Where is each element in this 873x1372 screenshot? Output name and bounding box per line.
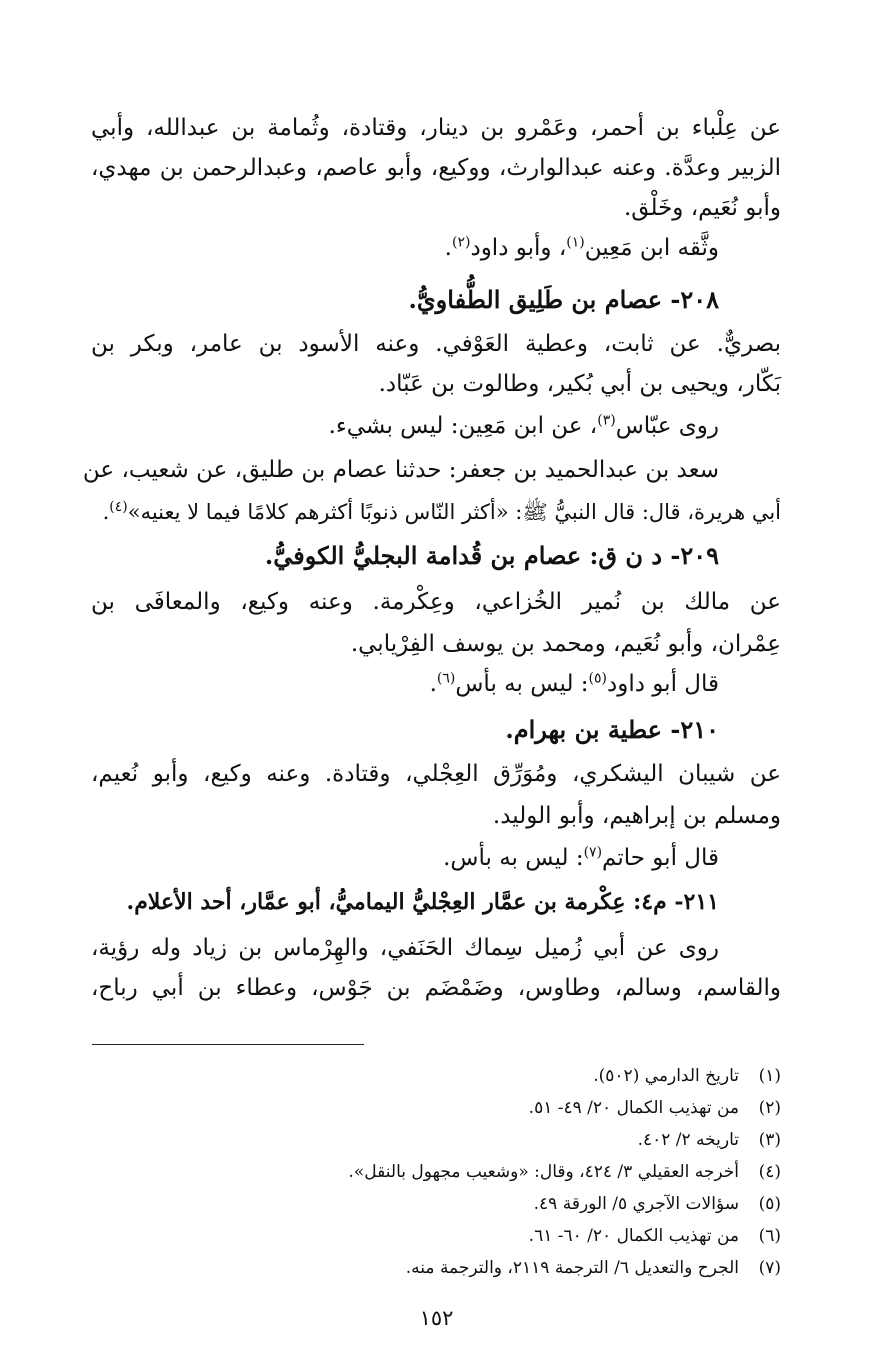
text: : ليس به بأس. [443,845,584,871]
text: بصريٌّ. عن ثابت، وعطية العَوْفي. وعنه الأسود بن عامر، وبكر بن [91,331,781,357]
text: : ليس به بأس [455,671,589,697]
footnote [91,1092,781,1124]
text-line [91,582,781,622]
text: عن شيبان اليشكري، ومُوَرِّق العِجْلي، وقتادة. وعنه وكيع، وأبو نُعيم، [91,761,781,787]
text: روى عن أبي زُميل سِماك الحَنَفي، والهِرْماس بن زياد وله رؤية، [91,935,719,961]
text: عن عِلْباء بن أحمر، وعَمْرو بن دينار، وقتادة، وثُمامة بن عبدالله، وأبي [91,115,781,141]
text: أبي هريرة، قال: قال النبيُّ ﷺ: «أكثر النّاس ذنوبًا أكثرهم كلامًا فيما لا يعنيه» [127,500,781,524]
footnote-text: من تهذيب الكمال ٢٠/ ٤٩- ٥١. [528,1098,739,1118]
footnote-ref: (٢) [451,234,471,251]
footnote [91,1124,781,1156]
footnote-ref: (١) [566,234,585,251]
text: . [429,671,437,697]
footnote-number: (٢) [758,1098,781,1118]
footnote-separator [92,1044,364,1045]
text-line [91,796,781,836]
footnote-number: (٥) [758,1194,781,1214]
text: والقاسم، وسالم، وطاوس، وضَمْضَم بن جَوْس، وعطاء بن أبي رباح، [91,975,781,1001]
footnote-text: من تهذيب الكمال ٢٠/ ٦٠- ٦١. [528,1226,739,1246]
heading-text: ٢٠٨- عصام بن طَلِيق الطُّفاويُّ. [408,285,719,314]
entry-heading-208 [91,280,719,320]
text: روى عبّاس [615,413,719,439]
footnote-number: (١) [758,1066,781,1086]
page-number: ١٥٢ [419,1306,454,1330]
footnote-text: الجرح والتعديل ٦/ الترجمة ٢١١٩، والترجمة منه. [405,1258,739,1278]
text-line [91,406,719,446]
footnote [91,1060,781,1092]
footnote [91,1252,781,1284]
footnote-text: تاريخ الدارمي (٥٠٢). [593,1066,739,1086]
text-line [91,664,719,704]
footnote-number: (٣) [758,1130,781,1150]
text: . [444,235,452,261]
text: . [102,500,110,524]
text: ومسلم بن إبراهيم، وأبو الوليد. [492,803,781,829]
text-line [91,492,781,532]
footnote-ref: (٥) [588,670,607,687]
entry-heading-211 [91,882,719,922]
text-line [91,364,781,404]
text: ، عن ابن مَعِين: ليس بشيء. [328,413,598,439]
text-line [91,188,781,228]
text: سعد بن عبدالحميد بن جعفر: حدثنا عصام بن طليق، عن شعيب، عن [82,457,719,483]
text: قال أبو داود [607,671,719,697]
footnote-number: (٧) [758,1258,781,1278]
footnote-text: تاريخه ٢/ ٤٠٢. [637,1130,739,1150]
heading-text: ٢١١- م٤: عِكْرمة بن عمَّار العِجْليُّ اليماميُّ، أبو عمَّار، أحد الأعلام. [126,889,719,915]
text: عِمْران، وأبو نُعَيم، ومحمد بن يوسف الفِرْيابي. [350,631,781,657]
text-line [91,148,781,188]
heading-text: ٢١٠- عطية بن بهرام. [505,715,719,744]
footnote-number: (٦) [758,1226,781,1246]
entry-heading-209 [91,536,719,576]
text: ، وأبو داود [470,235,567,261]
text: الزبير وعدَّة. وعنه عبدالوارث، ووكيع، وأبو عاصم، وعبدالرحمن بن مهدي، [91,155,781,181]
text-line [91,108,781,148]
text-line [91,624,781,664]
footnote-number: (٤) [758,1162,781,1182]
text-line [91,324,781,364]
footnote-ref: (٤) [109,499,128,515]
text: عن مالك بن نُمير الخُزاعي، وعِكْرمة. وعنه وكيع، والمعافَى بن [91,589,781,615]
text-line [91,928,719,968]
heading-text: ٢٠٩- د ن ق: عصام بن قُدامة البجليُّ الكوفيُّ. [264,541,719,570]
footnote-text: سؤالات الآجري ٥/ الورقة ٤٩. [533,1194,739,1214]
text-line [82,450,719,490]
footnote-text: أخرجه العقيلي ٣/ ٤٢٤، وقال: «وشعيب مجهول بالنقل». [348,1162,739,1182]
footnote [91,1220,781,1252]
text: قال أبو حاتم [602,845,719,871]
text-line [91,228,719,268]
text: وثَّقه ابن مَعِين [584,235,719,261]
footnote [91,1156,781,1188]
footnote-ref: (٣) [597,412,616,429]
footnote [91,1188,781,1220]
text: وأبو نُعَيم، وخَلْق. [623,195,781,221]
footnote-ref: (٦) [436,670,456,687]
text-line [91,968,781,1008]
text-line [91,754,781,794]
text: بَكّار، ويحيى بن أبي بُكير، وطالوت بن عَبّاد. [378,371,781,397]
entry-heading-210 [91,710,719,750]
text-line [91,838,719,878]
footnote-ref: (٧) [583,844,603,861]
